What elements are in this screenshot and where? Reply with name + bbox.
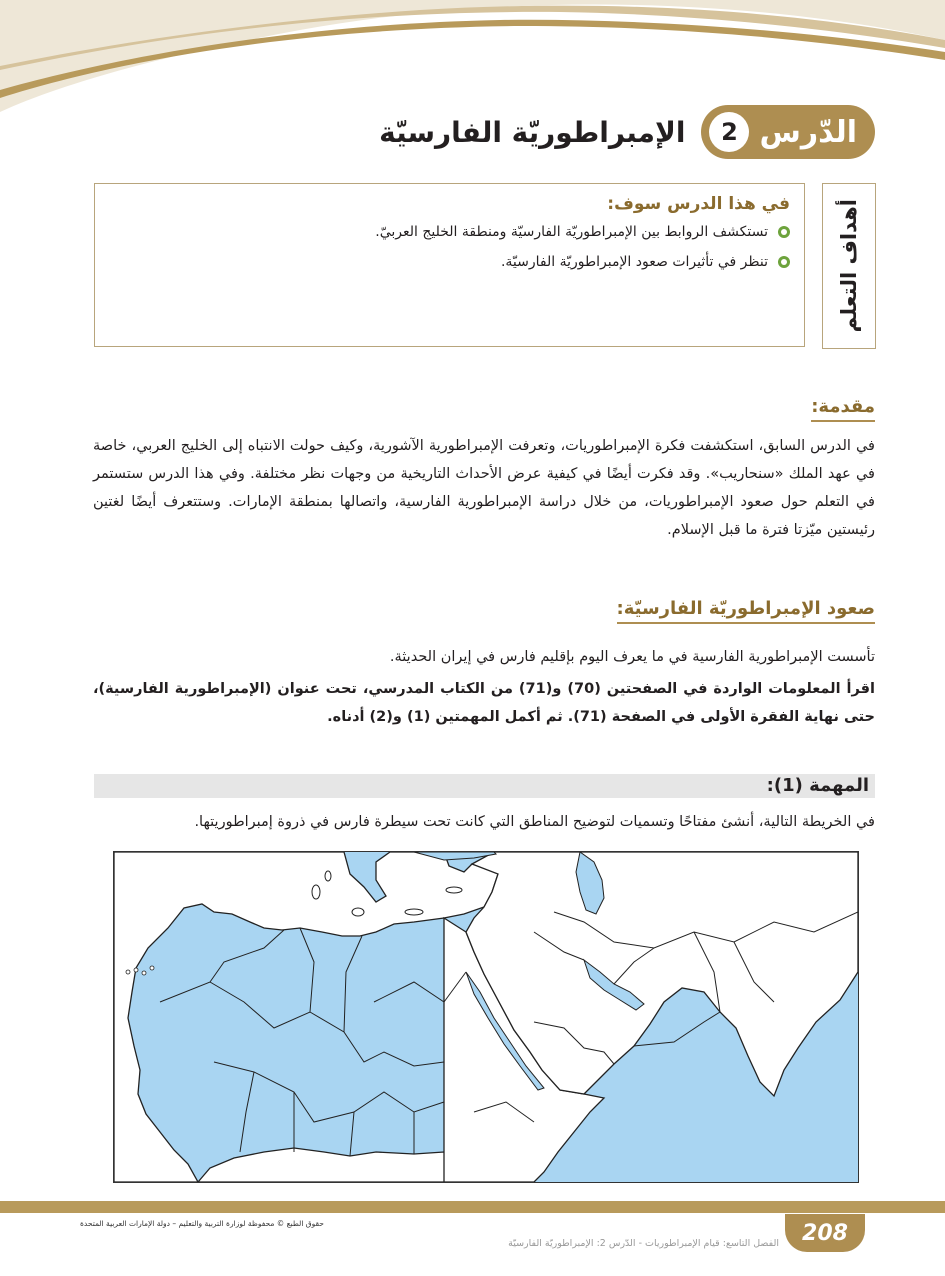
footer-bar [0,1201,945,1213]
bullet-icon [778,256,790,268]
objective-text: تستكشف الروابط بين الإمبراطوريّة الفارسيّة ومنطقة الخليج العربيّ. [375,224,768,240]
copyright-notice: حقوق الطبع © محفوظة لوزارة التربية والتعليم – دولة الإمارات العربية المتحدة [80,1219,324,1228]
page-number: 208 [785,1214,865,1252]
footer-chapter-title: الفصل التاسع: قيام الإمبراطوريات - الدّرس 2: الإمبراطوريّة الفارسيّة [508,1238,779,1249]
map-svg [114,852,858,1182]
learning-objectives-tab [822,183,876,349]
lesson-label-pill [701,105,875,159]
rise-paragraph: تأسست الإمبراطورية الفارسية في ما يعرف اليوم بإقليم فارس في إيران الحديثة. [389,649,875,665]
rise-heading: صعود الإمبراطوريّة الفارسيّة: [617,598,876,624]
lesson-label: الدّرس [759,114,857,150]
learning-objectives-box [94,183,805,347]
objectives-intro: في هذا الدرس سوف: [607,194,790,214]
intro-paragraph: في الدرس السابق، استكشفت فكرة الإمبراطوريات، وتعرفت الإمبراطورية الآشورية، وكيف حولت الانتباه إلى الخليج العربي، خاصة في عهد الملك «سنحاريب». وقد فكرت أيضًا في كيفية عرض الأحداث التاريخية من وجهات نظر مختلفة. وفي هذا الدرس ستستمر في التعلم حول صعود الإمبراطوريات، من خلال دراسة الإمبراطورية الفارسية، واتصالها بمنطقة الإمارات. وستتعرف أيضًا لغتين رئيستين ميّزتا فترة ما قبل الإسلام. [93,438,875,538]
task1-heading: المهمة (1): [94,774,875,798]
bullet-icon [778,226,790,238]
objective-item [109,224,790,240]
reading-instruction: اقرأ المعلومات الواردة في الصفحتين (70) و(71) من الكتاب المدرسي، تحت عنوان (الإمبراطورية الفارسية)، حتى نهاية الفقرة الأولى في الصفحة (71). ثم أكمل المهمتين (1) و(2) أدناه. [93,681,876,725]
outline-map[interactable] [113,851,859,1183]
learning-objectives-label: أهداف التعلم [837,199,861,333]
task1-prompt: في الخريطة التالية، أنشئ مفتاحًا وتسميات لتوضيح المناطق التي كانت تحت سيطرة فارس في ذروة إمبراطوريتها. [194,814,875,830]
lesson-number: 2 [709,112,749,152]
page-title: الإمبراطوريّة الفارسيّة [379,115,686,149]
intro-heading: مقدمة: [811,396,875,422]
objective-text: تنظر في تأثيرات صعود الإمبراطوريّة الفارسيّة. [500,254,768,270]
lesson-title-banner [70,104,875,160]
objective-item [109,254,790,270]
